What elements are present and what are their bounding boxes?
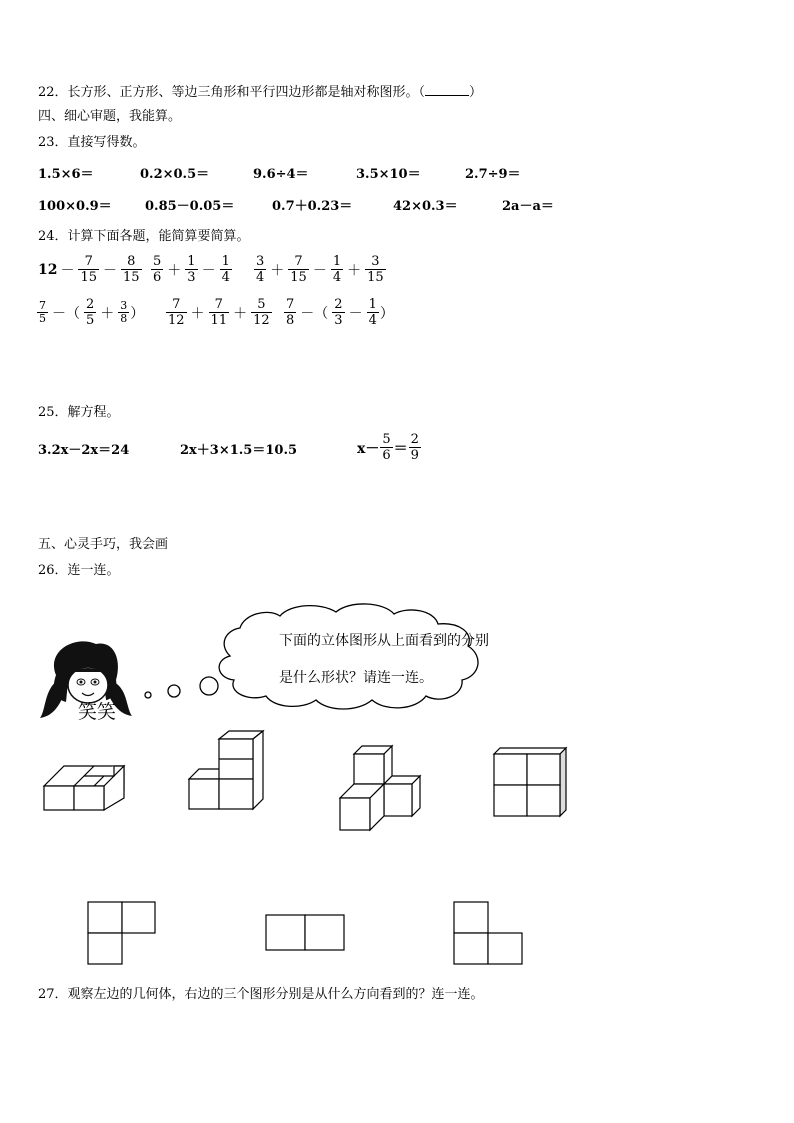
q23-title: 23．直接写得数。 <box>38 135 146 150</box>
q24-expr-6 <box>283 297 394 328</box>
cube-figure-4 <box>490 744 580 824</box>
operator: － <box>60 262 75 279</box>
top-view-shape-1 <box>88 902 158 966</box>
operator: －（ <box>52 305 80 322</box>
q23-r1-item: 9.6÷4＝ <box>253 167 309 182</box>
equation-3 <box>357 432 422 463</box>
q24-expr-2 <box>150 254 233 285</box>
fraction: $\frac{7}{5}$ <box>39 299 46 325</box>
fraction: $\frac{2}{5}$ <box>86 297 95 328</box>
q25-title: 25．解方程。 <box>38 405 120 420</box>
girl-name-label: 笑笑 <box>78 701 117 723</box>
fraction: $\frac{1}{3}$ <box>187 254 196 285</box>
fraction: $\frac{5}{12}$ <box>253 297 270 328</box>
q23-r2-item: 0.85－0.05＝ <box>145 199 235 214</box>
top-view-shape-2 <box>266 915 346 953</box>
fraction: $\frac{1}{4}$ <box>221 254 230 285</box>
q23-r1-item: 3.5×10＝ <box>356 167 421 182</box>
operator: －（ <box>300 305 329 322</box>
q27-title: 27．观察左边的几何体，右边的三个图形分别是从什么方向看到的？连一连。 <box>38 987 484 1002</box>
cube-figure-3 <box>336 742 436 842</box>
fraction: $\frac{7}{11}$ <box>210 297 228 328</box>
q24-expr-4 <box>36 297 144 328</box>
q26-title: 26．连一连。 <box>38 563 120 578</box>
q23-r2-item: 0.7＋0.23＝ <box>272 199 353 214</box>
fraction: $\frac{1}{4}$ <box>368 297 377 328</box>
operator: － <box>348 305 363 322</box>
q24-expr-3 <box>253 254 387 285</box>
fraction: $\frac{7}{8}$ <box>286 297 295 328</box>
eq3-prefix: x－ <box>357 440 380 457</box>
paren: ） <box>130 305 145 322</box>
q23-r1-item: 2.7÷9＝ <box>465 167 521 182</box>
bubble-dot-small <box>145 692 151 698</box>
fraction: $\frac{3}{15}$ <box>367 254 384 285</box>
q23-r1-item: 1.5×6＝ <box>38 167 94 182</box>
section-5-heading: 五、心灵手巧，我会画 <box>38 537 169 552</box>
section-4-heading: 四、细心审题，我能算。 <box>38 109 182 124</box>
equation-1: 3.2x－2x＝24 <box>38 443 130 458</box>
fraction: $\frac{5}{6}$ <box>382 432 391 463</box>
operator: ＋ <box>233 305 248 322</box>
top-view-shape-3 <box>454 902 526 966</box>
fraction: $\frac{7}{15}$ <box>290 254 307 285</box>
fraction: $\frac{2}{9}$ <box>410 432 419 463</box>
bubble-dot-medium <box>168 685 180 697</box>
whole-number: 12 <box>38 261 58 278</box>
q22-close: ） <box>469 85 483 100</box>
q24-expr-1 <box>38 254 143 285</box>
q23-r2-item: 100×0.9＝ <box>38 199 112 214</box>
answer-blank[interactable] <box>425 83 469 96</box>
q23-r2-item: 2a－a＝ <box>502 199 554 214</box>
girl-face-icon <box>68 667 108 703</box>
fraction: $\frac{3}{4}$ <box>256 254 265 285</box>
operator: ＋ <box>347 262 362 279</box>
fraction: $\frac{5}{6}$ <box>153 254 162 285</box>
fraction: $\frac{7}{15}$ <box>80 254 98 285</box>
fraction: $\frac{1}{4}$ <box>332 254 342 285</box>
fraction: $\frac{7}{12}$ <box>168 297 185 328</box>
fraction: $\frac{8}{15}$ <box>123 254 140 285</box>
operator: － <box>103 262 118 279</box>
q24-expr-5 <box>165 297 273 328</box>
cube-figure-2 <box>185 735 285 815</box>
fraction: $\frac{3}{8}$ <box>120 299 128 325</box>
thought-bubble <box>140 600 520 720</box>
cloud-outline <box>219 604 478 709</box>
operator: ＋ <box>100 305 115 322</box>
bubble-text-line-2: 是什么形状？请连一连。 <box>279 670 433 686</box>
equation-2: 2x＋3×1.5＝10.5 <box>180 443 298 458</box>
bubble-dot-large <box>200 677 218 695</box>
operator: ＋ <box>270 262 285 279</box>
equals-sign: ＝ <box>393 440 408 457</box>
cube-figure-1 <box>40 752 140 832</box>
fraction: $\frac{2}{3}$ <box>334 297 343 328</box>
operator: ＋ <box>190 305 205 322</box>
operator: ＋ <box>167 262 182 279</box>
q24-title: 24．计算下面各题，能简算要简算。 <box>38 229 250 244</box>
paren: ） <box>379 305 394 322</box>
operator: － <box>312 262 327 279</box>
bubble-text-line-1: 下面的立体图形从上面看到的分别 <box>279 633 489 649</box>
question-22 <box>38 83 482 101</box>
q22-text: 22．长方形、正方形、等边三角形和平行四边形都是轴对称图形。（ <box>38 85 426 100</box>
operator: － <box>201 262 216 279</box>
q23-r1-item: 0.2×0.5＝ <box>140 167 210 182</box>
q23-r2-item: 42×0.3＝ <box>393 199 458 214</box>
